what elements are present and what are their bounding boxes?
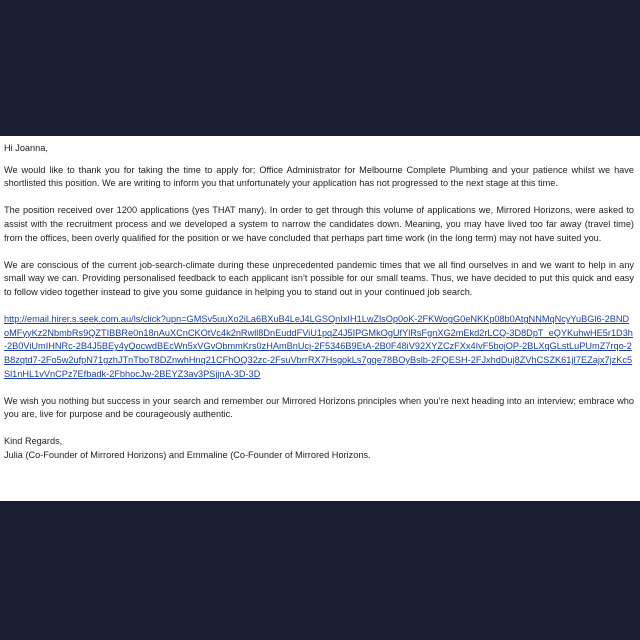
email-signoff-block (4, 435, 634, 462)
email-signature: Julia (Co-Founder of Mirrored Horizons) and Emmaline (Co-Founder of Mirrored Horizons. (4, 450, 371, 461)
email-paragraph-applications: The position received over 1200 applications (yes THAT many). In order to get through this volume of applications we, Mirrored Horizons, were asked to assist with the recruitment process and we developed a system to narrow the candidates down. Meaning, you may have lived too far away (travel time) from the offices, been overly qualified for the position or we have concluded that perhaps part time work (in the long term) may not have suited you. (4, 205, 634, 243)
email-paragraph-thanks: We would like to thank you for taking the time to apply for; Office Administrator for Melbourne Complete Plumbing and your patience whilst we have shortlisted this position. We are writing to inform you that unfortunately your application has not progressed to the next stage at this time. (4, 164, 634, 189)
email-paragraph-climate: We are conscious of the current job-search-climate during these unprecedented pandemic times that we all find ourselves in and we want to help in any small way we can. Providing personalised feedback to each applicant isn’t possible for our small teams. Thus, we have decided to put this quick and easy to follow video together instead to give you some guidance in helping you to stand out in your continued job search. (4, 259, 634, 297)
email-paragraph-wishes: We wish you nothing but success in your search and remember our Mirrored Horizons principles when you’re next heading into an interview; embrace who you are, live for purpose and be courageously authentic. (4, 395, 634, 420)
email-signoff: Kind Regards, (4, 436, 63, 447)
email-body (0, 136, 640, 501)
email-link-paragraph (4, 313, 634, 381)
email-greeting: Hi Joanna, (4, 143, 48, 153)
video-link[interactable]: http://email.hirer.s.seek.com.au/ls/click?upn=GMSv5uuXo2iLa6BXuB4LeJ4LGSQnIxIH1LwZlsOp0oK-2FKWogG0eNKKp08b0AtgNNMqNcyYuBGl6-2BNDoMFyyKz2NbmbRs9QZTIBBRe0n18nAuXCnCKOtVc4k2nRwll8DnEuddFViU1pqZ4J5IPGMkOgUfYlRsFgnXG2mEkd2rLCQ-3D8DpT_eQYKuhwHE5r1D3h-2B0ViUmIHNRc-2B4J5BEy4yQocwdBEcWn5xVGvObmmKrs0zHAmBnUcj-2F5346B9EtA-2B0F48iV92XYZCzFXx4IvF5bojOP-2BLXqGLstLuPUmZ7rqo-2B8zqtd7-2Fo5w2ufpN71gzhJTnTboT8DZnwhHnq21CFhOQ32zc-2FsuVbrrRX7HsgokLs7gqe78BOyBslb-2FQESH-2FJxhdDuj8ZVhCSZK61jI7EZajx7jzKc5Sl1nHL1vVnCPz7Efbadk-2FbhocJw-2BEYZ3av3PSjjnA-3D-3D (4, 314, 633, 379)
